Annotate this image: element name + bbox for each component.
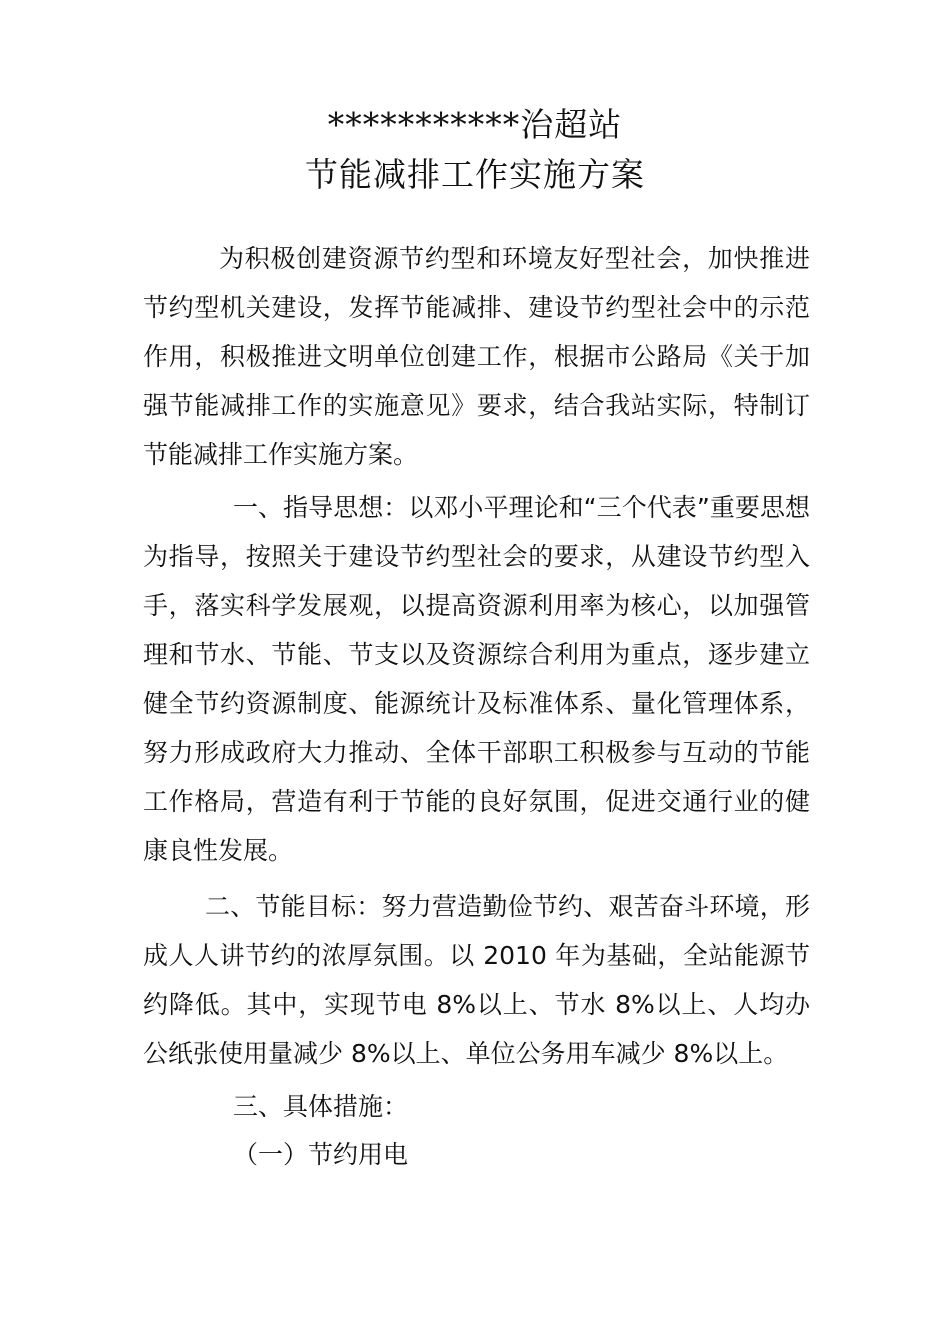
subheading-save-electricity: （一）节约用电 [233, 1140, 409, 1169]
paragraph-guiding-thought: 一、指导思想：以邓小平理论和“三个代表”重要思想为指导，按照关于建设节约型社会的要求，从建设节约型入手，落实科学发展观，以提高资源利用率为核心，以加强管理和节水、节能、节支以及资源综合利用为重点，逐步建立健全节约资源制度、能源统计及标准体系、量化管理体系，努力形成政府大力推动、全体干部职工积极参与互动的节能工作格局，营造有利于节能的良好氛围，促进交通行业的健康良性发展。 [143, 493, 810, 865]
title-station-name: ***********治超站 [327, 105, 623, 144]
paragraph-energy-goals: 二、节能目标：努力营造勤俭节约、艰苦奋斗环境，形成人人讲节约的浓厚氛围。以 2010 年为基础，全站能源节约降低。其中，实现节电 8%以上、节水 8%以上、人均办公纸张使用量减少 8%以上、单位公务用车减少 8%以上。 [143, 892, 810, 1068]
document-title [0, 100, 950, 200]
title-plan-name: 节能减排工作实施方案 [305, 155, 645, 194]
heading-specific-measures: 三、具体措施： [233, 1092, 409, 1121]
paragraph-intro: 为积极创建资源节约型和环境友好型社会，加快推进节约型机关建设，发挥节能减排、建设节约型社会中的示范作用，积极推进文明单位创建工作，根据市公路局《关于加强节能减排工作的实施意见》要求，结合我站实际，特制订节能减排工作实施方案。 [143, 244, 810, 469]
